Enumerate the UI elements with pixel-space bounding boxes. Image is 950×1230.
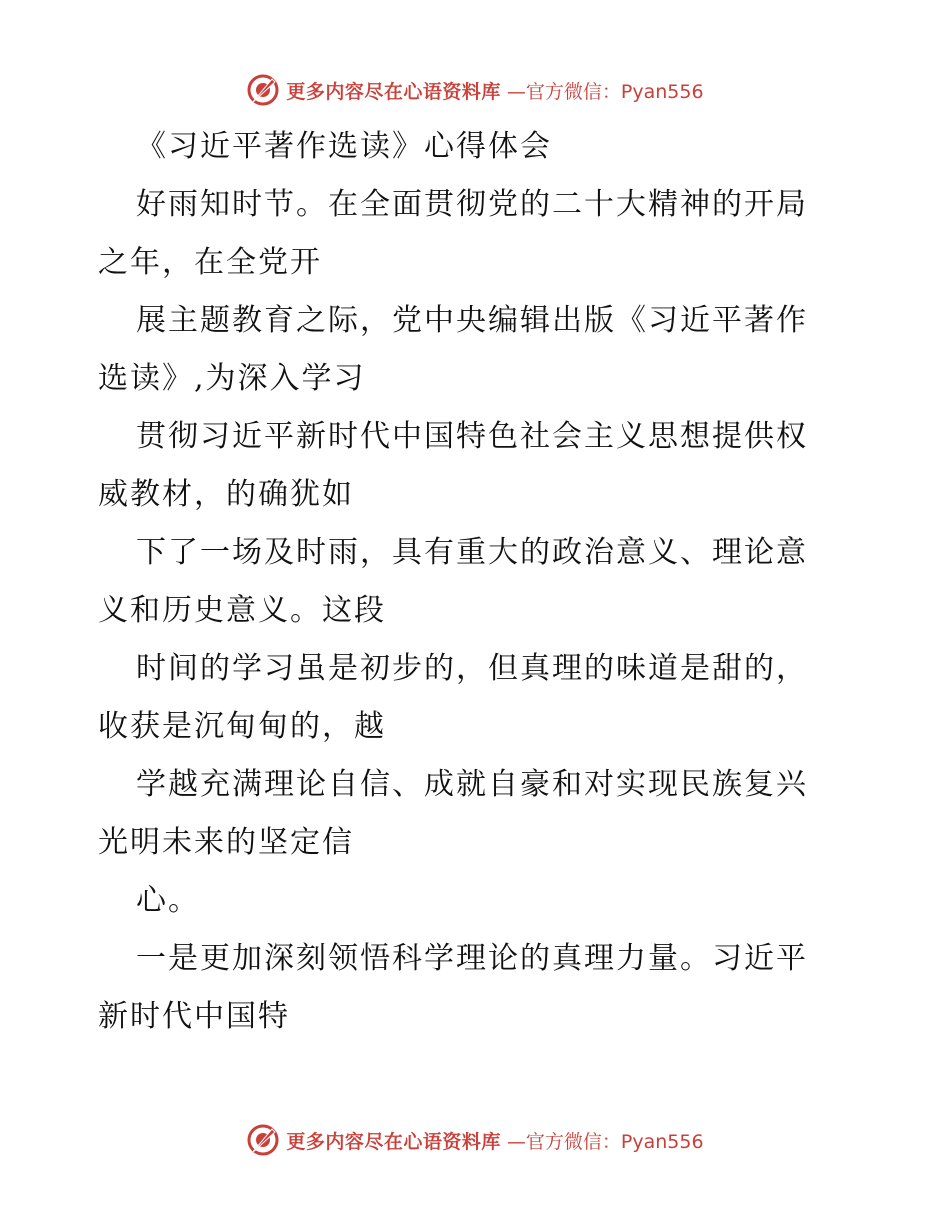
text-line: 收获是沉甸甸的，越 <box>98 709 386 744</box>
document-title: 《习近平著作选读》心得体会 <box>136 129 552 164</box>
text-line: 义和历史意义。这段 <box>98 593 386 628</box>
text-line: 之年，在全党开 <box>98 245 322 280</box>
text-line: 学越充满理论自信、成就自豪和对实现民族复兴 <box>136 767 808 802</box>
text-line: 贯彻习近平新时代中国特色社会主义思想提供权 <box>136 419 808 454</box>
text-line: 一是更加深刻领悟科学理论的真理力量。习近平 <box>136 941 808 976</box>
banner-main-text: 更多内容尽在心语资料库 <box>286 80 501 103</box>
text-line: 展主题教育之际，党中央编辑出版《习近平著作 <box>136 303 808 338</box>
text-line: 光明未来的坚定信 <box>98 825 354 860</box>
text-line: 下了一场及时雨，具有重大的政治意义、理论意 <box>136 535 808 570</box>
footer-banner <box>0 1120 950 1160</box>
banner-wechat-text: —官方微信：Pyan556 <box>506 80 704 103</box>
banner-main-text: 更多内容尽在心语资料库 <box>286 1130 501 1153</box>
header-banner <box>0 70 950 110</box>
quill-logo-icon <box>246 1123 280 1157</box>
text-line: 时间的学习虽是初步的，但真理的味道是甜的， <box>136 651 808 686</box>
text-line: 威教材，的确犹如 <box>98 477 354 512</box>
text-line: 心。 <box>136 883 200 918</box>
quill-logo-icon <box>246 73 280 107</box>
text-line: 新时代中国特 <box>98 999 290 1034</box>
banner-wechat-text: —官方微信：Pyan556 <box>506 1130 704 1153</box>
text-line: 选读》,为深入学习 <box>98 361 366 396</box>
document-body <box>98 118 858 1046</box>
text-line: 好雨知时节。在全面贯彻党的二十大精神的开局 <box>136 187 808 222</box>
